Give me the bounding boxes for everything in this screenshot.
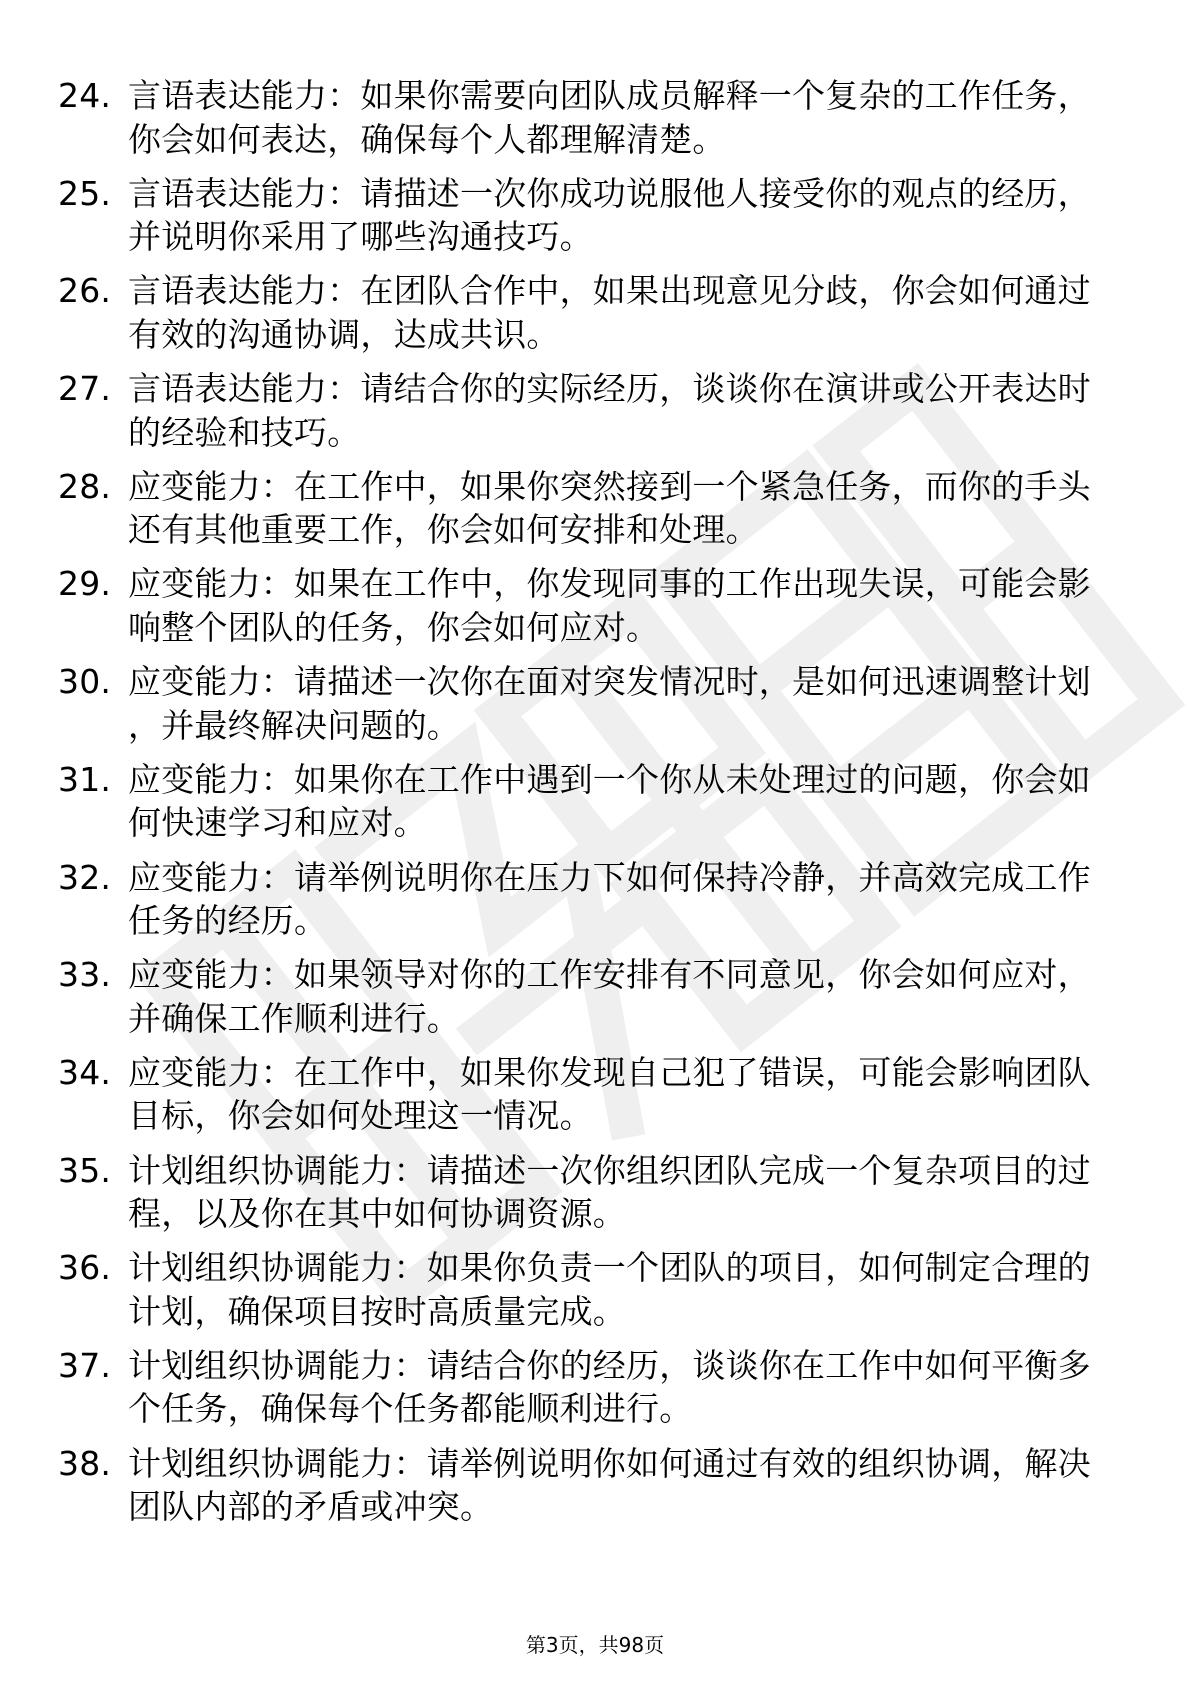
question-item [58, 172, 1118, 259]
question-number: 25. [58, 173, 112, 213]
question-number: 37. [58, 1345, 112, 1385]
page-number-text: 第3页，共98页 [525, 1633, 665, 1657]
question-text: 应变能力：如果你在工作中遇到一个你从未处理过的问题，你会如何快速学习和应对。 [128, 759, 1091, 843]
question-number: 32. [58, 857, 112, 897]
question-list [58, 74, 1118, 1539]
question-number: 33. [58, 955, 112, 995]
question-item [58, 1149, 1118, 1236]
question-text: 计划组织协调能力：请结合你的经历，谈谈你在工作中如何平衡多个任务，确保每个任务都能顺利进行。 [128, 1345, 1091, 1429]
question-text: 应变能力：请描述一次你在面对突发情况时，是如何迅速调整计划，并最终解决问题的。 [128, 662, 1091, 745]
question-text: 计划组织协调能力：如果你负责一个团队的项目，如何制定合理的计划，确保项目按时高质量完成。 [128, 1248, 1091, 1331]
question-number: 26. [58, 271, 112, 311]
question-item [58, 1051, 1118, 1138]
page-footer [0, 1632, 1190, 1658]
question-number: 38. [58, 1443, 112, 1483]
question-text: 言语表达能力：在团队合作中，如果出现意见分歧，你会如何通过有效的沟通协调，达成共识。 [128, 271, 1091, 354]
question-number: 24. [58, 76, 112, 115]
question-text: 应变能力：如果在工作中，你发现同事的工作出现失误，可能会影响整个团队的任务，你会如何应对。 [128, 564, 1091, 647]
question-text: 应变能力：如果领导对你的工作安排有不同意见，你会如何应对，并确保工作顺利进行。 [128, 955, 1091, 1038]
question-item [58, 367, 1118, 454]
question-number: 30. [58, 662, 112, 702]
question-item [58, 1442, 1118, 1529]
question-item [58, 269, 1118, 356]
question-item [58, 562, 1118, 649]
question-number: 35. [58, 1150, 112, 1190]
question-item [58, 758, 1118, 845]
question-number: 29. [58, 564, 112, 604]
question-item [58, 660, 1118, 747]
question-text: 计划组织协调能力：请举例说明你如何通过有效的组织协调，解决团队内部的矛盾或冲突。 [128, 1443, 1091, 1527]
question-text: 应变能力：请举例说明你在压力下如何保持冷静，并高效完成工作任务的经历。 [128, 857, 1091, 940]
question-number: 34. [58, 1052, 112, 1092]
question-item [58, 953, 1118, 1040]
question-text: 计划组织协调能力：请描述一次你组织团队完成一个复杂项目的过程，以及你在其中如何协调资源。 [128, 1150, 1091, 1234]
question-text: 言语表达能力：请描述一次你成功说服他人接受你的观点的经历，并说明你采用了哪些沟通技巧。 [128, 173, 1091, 257]
question-number: 31. [58, 759, 112, 799]
question-text: 言语表达能力：如果你需要向团队成员解释一个复杂的工作任务，你会如何表达，确保每个人都理解清楚。 [128, 76, 1091, 159]
question-number: 36. [58, 1248, 112, 1288]
question-item [58, 74, 1118, 161]
question-number: 27. [58, 369, 112, 409]
question-text: 应变能力：在工作中，如果你发现自己犯了错误，可能会影响团队目标，你会如何处理这一情况。 [128, 1052, 1091, 1136]
question-item [58, 1344, 1118, 1431]
question-text: 言语表达能力：请结合你的实际经历，谈谈你在演讲或公开表达时的经验和技巧。 [128, 369, 1091, 452]
question-number: 28. [58, 466, 112, 506]
question-item [58, 465, 1118, 552]
question-text: 应变能力：在工作中，如果你突然接到一个紧急任务，而你的手头还有其他重要工作，你会如何安排和处理。 [128, 466, 1091, 550]
question-item [58, 1246, 1118, 1333]
question-item [58, 856, 1118, 943]
